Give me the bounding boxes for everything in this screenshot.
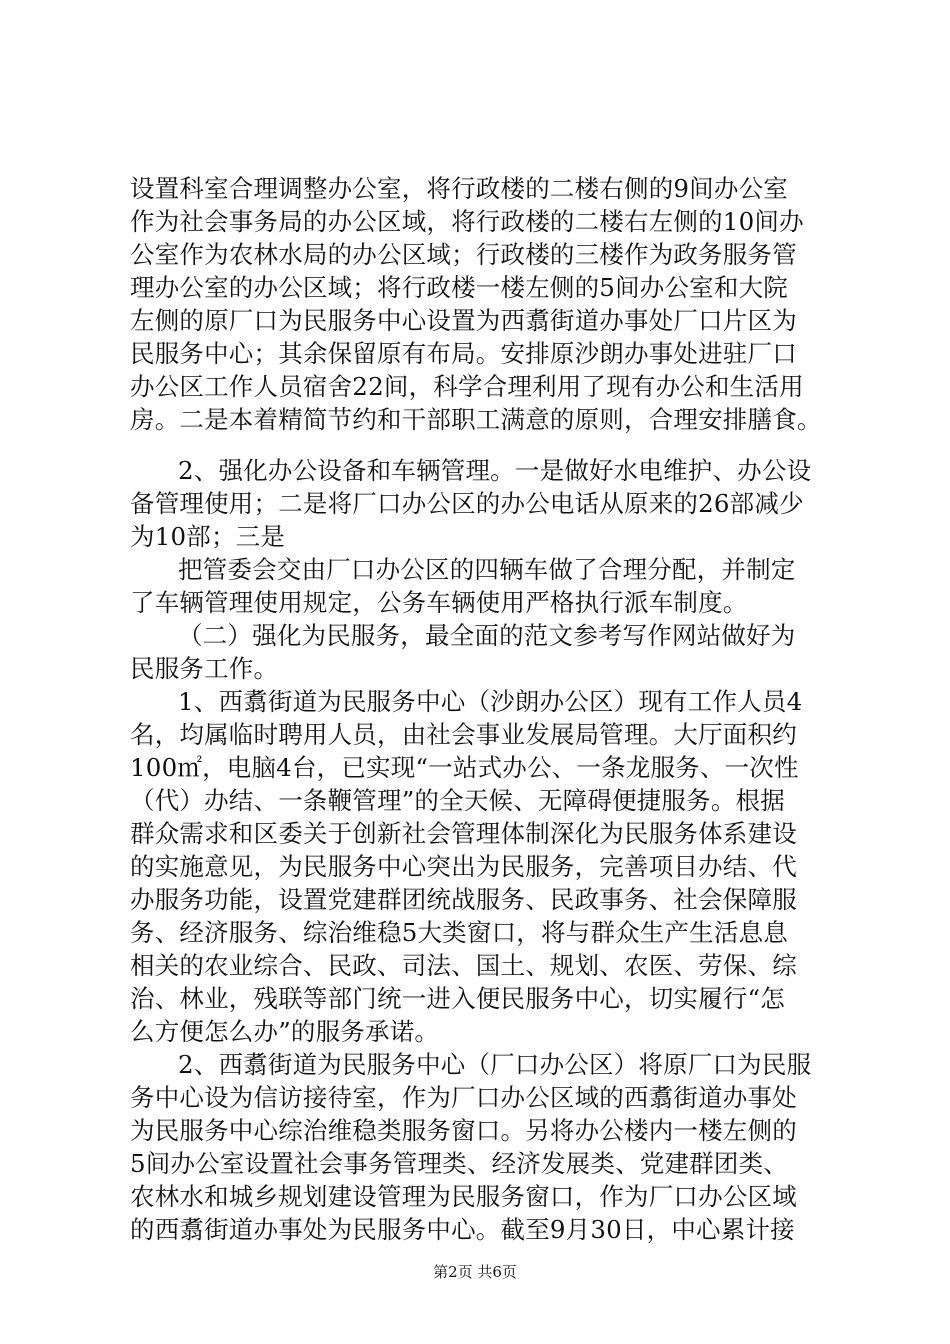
- text-line: 么方便怎么办”的服务承诺。: [130, 1017, 440, 1046]
- text-line: （二）强化为民服务，最全面的范文参考写作网站做好为: [178, 621, 796, 650]
- text-line: 的实施意见，为民服务中心突出为民服务，完善项目办结、代: [130, 852, 797, 881]
- text-line: 2、强化办公设备和车辆管理。一是做好水电维护、办公设: [178, 456, 812, 485]
- text-line: 2、西翥街道为民服务中心（厂口办公区）将原厂口为民服: [178, 1050, 812, 1079]
- text-line: 理办公室的办公区域；将行政楼一楼左侧的5间办公室和大院: [130, 273, 788, 302]
- text-line: 房。二是本着精简节约和干部职工满意的原则，合理安排膳食。: [130, 405, 822, 434]
- text-line: 把管委会交由厂口办公区的四辆车做了合理分配，并制定: [178, 555, 796, 584]
- text-line: 作为社会事务局的办公区域，将行政楼的二楼右左侧的10间办: [130, 207, 804, 236]
- text-line: 100㎡，电脑4台，已实现“一站式办公、一条龙服务、一次性: [130, 753, 799, 782]
- text-line: 备管理使用；二是将厂口办公区的办公电话从原来的26部减少: [130, 489, 804, 518]
- text-line: 的西翥街道办事处为民服务中心。截至9月30日，中心累计接: [130, 1215, 795, 1244]
- text-line: 1、西翥街道为民服务中心（沙朗办公区）现有工作人员4: [178, 687, 803, 716]
- text-line: 民服务中心；其余保留原有布局。安排原沙朗办事处进驻厂口: [130, 339, 797, 368]
- text-line: 公室作为农林水局的办公区域；行政楼的三楼作为政务服务管: [130, 240, 797, 269]
- text-line: 务、经济服务、综治维稳5大类窗口，将与群众生产生活息息: [130, 918, 788, 947]
- text-line: 办公区工作人员宿舍22间，科学合理利用了现有办公和生活用: [130, 372, 804, 401]
- text-line: 相关的农业综合、民政、司法、国土、规划、农医、劳保、综: [130, 951, 797, 980]
- text-line: 名，均属临时聘用人员，由社会事业发展局管理。大厅面积约: [130, 720, 797, 749]
- text-line: 治、林业，残联等部门统一进入便民服务中心，切实履行“怎: [130, 984, 785, 1013]
- text-line: 设置科室合理调整办公室，将行政楼的二楼右侧的9间办公室: [130, 174, 788, 203]
- text-line: 了车辆管理使用规定，公务车辆使用严格执行派车制度。: [130, 588, 748, 617]
- text-line: 为民服务中心综治维稳类服务窗口。另将办公楼内一楼左侧的: [130, 1116, 797, 1145]
- text-line: （代）办结、一条鞭管理”的全天候、无障碍便捷服务。根据: [130, 786, 785, 815]
- text-line: 民服务工作。: [130, 654, 279, 683]
- text-line: 为10部；三是: [130, 522, 286, 551]
- text-line: 群众需求和区委关于创新社会管理体制深化为民服务体系建设: [130, 819, 797, 848]
- text-line: 农林水和城乡规划建设管理为民服务窗口，作为厂口办公区域: [130, 1182, 797, 1211]
- page-number: 第2页 共6页: [433, 1263, 517, 1281]
- text-line: 办服务功能，设置党建群团统战服务、民政事务、社会保障服: [130, 885, 797, 914]
- text-line: 5间办公室设置社会事务管理类、经济发展类、党建群团类、: [130, 1149, 788, 1178]
- text-line: 左侧的原厂口为民服务中心设置为西翥街道办事处厂口片区为: [130, 306, 797, 335]
- text-line: 务中心设为信访接待室，作为厂口办公区域的西翥街道办事处: [130, 1083, 797, 1112]
